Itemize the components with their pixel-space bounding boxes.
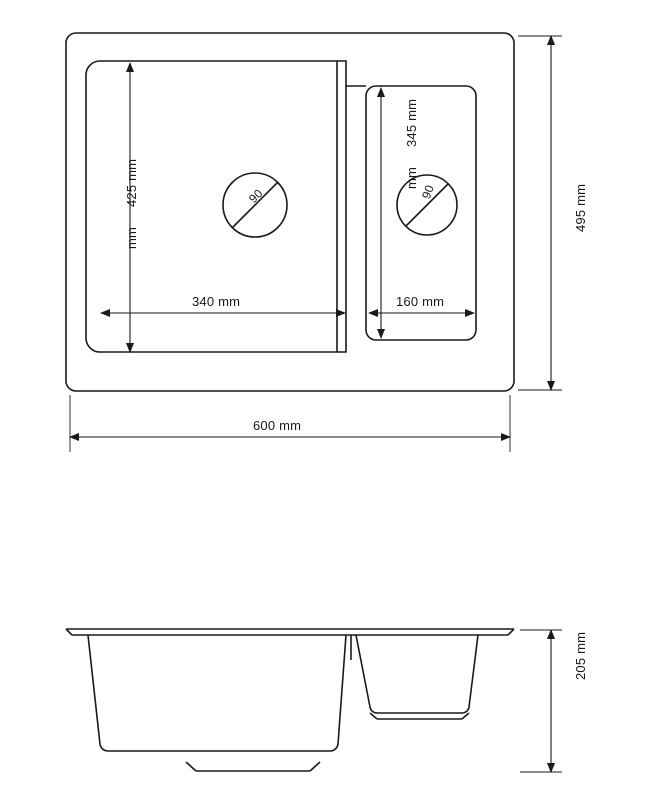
main-bowl-right-edge bbox=[337, 61, 346, 352]
front-main-bowl-profile bbox=[88, 635, 346, 751]
front-small-bowl-base-left bbox=[370, 713, 377, 719]
top-view-group bbox=[66, 33, 514, 391]
front-rim-right-cap bbox=[508, 629, 514, 635]
front-main-bowl-base-left bbox=[186, 762, 196, 771]
label-overall-height: 205 mm bbox=[573, 631, 588, 680]
label-small-bowl-width: 160 mm bbox=[396, 294, 445, 309]
front-small-bowl-profile bbox=[356, 635, 478, 713]
front-view-dimensions bbox=[520, 630, 562, 772]
front-view-group bbox=[66, 629, 514, 771]
top-view-dimensions bbox=[70, 36, 562, 452]
label-small-drain-diameter: 90 bbox=[419, 183, 437, 201]
front-small-bowl-base-right bbox=[462, 713, 469, 719]
label-small-bowl-depth-unit: mm bbox=[404, 166, 419, 189]
label-main-bowl-depth: 425 mm bbox=[124, 158, 139, 207]
label-overall-depth: 495 mm bbox=[573, 183, 588, 232]
label-small-bowl-depth: 345 mm bbox=[404, 98, 419, 147]
label-main-drain-diameter: 90 bbox=[246, 186, 266, 206]
label-main-bowl-width: 340 mm bbox=[192, 294, 241, 309]
label-overall-width: 600 mm bbox=[253, 418, 302, 433]
front-rim-left-cap bbox=[66, 629, 72, 635]
front-main-bowl-base-right bbox=[310, 762, 320, 771]
label-main-bowl-depth-unit: mm bbox=[124, 226, 139, 249]
